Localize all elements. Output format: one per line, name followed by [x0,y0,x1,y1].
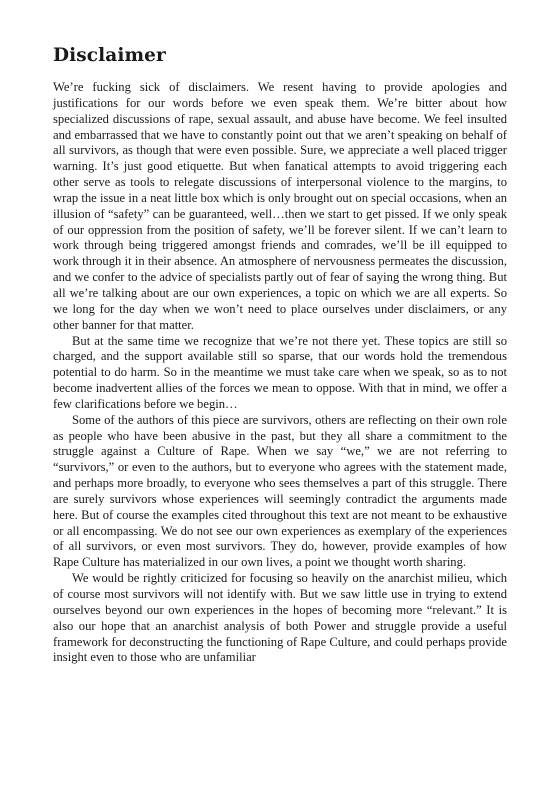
paragraph-2: But at the same time we recognize that we’re not there yet. These topics are still so charged, and the support available still so sparse, that our words hold the tremendous potential to do harm. So in the meantime we must take care when we speak, so as to not become inadvertent allies of the forces we mean to oppose. With that in mind, we offer a few clarifications before we begin… [53,333,507,411]
paragraph-1: We’re fucking sick of disclaimers. We resent having to provide apologies and justifications for our words before we even speak them. We’re bitter about how specialized discussions of rape, sexual assault, and abuse have become. We feel insulted and embarrassed that we have to constantly point out that we aren’t speaking on behalf of all survivors, as though that were even possible. Sure, we appreciate a well placed trigger warning. It’s just good etiquette. But when fanatical attempts to avoid triggering each other serve as tools to relegate discussions of interpersonal violence to the margins, to wrap the issue in a neat little box which is only brought out on special occasions, when an illusion of “safety” can be guaranteed, well…then we start to get pissed. If we only speak of our oppression from the position of safety, we’ll be forever silent. If we can’t learn to work through being triggered amongst friends and comrades, we’ll be ill equipped to work through it in their absence. An atmosphere of nervousness permeates the discussion, and we confer to the advice of specialists partly out of fear of saying the wrong thing. But all we’re talking about are our own experiences, a topic on which we are all experts. So we long for the day when we won’t need to place ourselves under disclaimers, or any other banner for that matter. [53,80,507,332]
paragraph-3: Some of the authors of this piece are survivors, others are reflecting on their own role as people who have been abusive in the past, but they all share a commitment to the struggle against a Culture of Rape. When we say “we,” we are not referring to “survivors,” or even to the authors, but to everyone who agrees with the statement made, and perhaps more broadly, to everyone who sees themselves a part of this struggle. There are surely survivors whose experiences will seemingly contradict the arguments made here. But of course the examples cited throughout this text are not meant to be exhaustive or all encompassing. We do not see our own experiences as exemplary of the experiences of all survivors, or even most survivors. They do, however, provide examples of how Rape Culture has materialized in our own lives, a point we thought worth sharing. [53,412,507,570]
paragraph-4: We would be rightly criticized for focusing so heavily on the anarchist milieu, which of course most survivors will not identify with. But we saw little use in trying to extend ourselves beyond our own experiences in the hopes of becoming more “relevant.” It is also our hope that an anarchist analysis of both Power and struggle provide a useful framework for deconstructing the functioning of Rape Culture, and could perhaps provide insight even to those who are unfamiliar [53,571,507,665]
document-page [53,44,507,666]
page-title: Disclaimer [53,45,166,66]
